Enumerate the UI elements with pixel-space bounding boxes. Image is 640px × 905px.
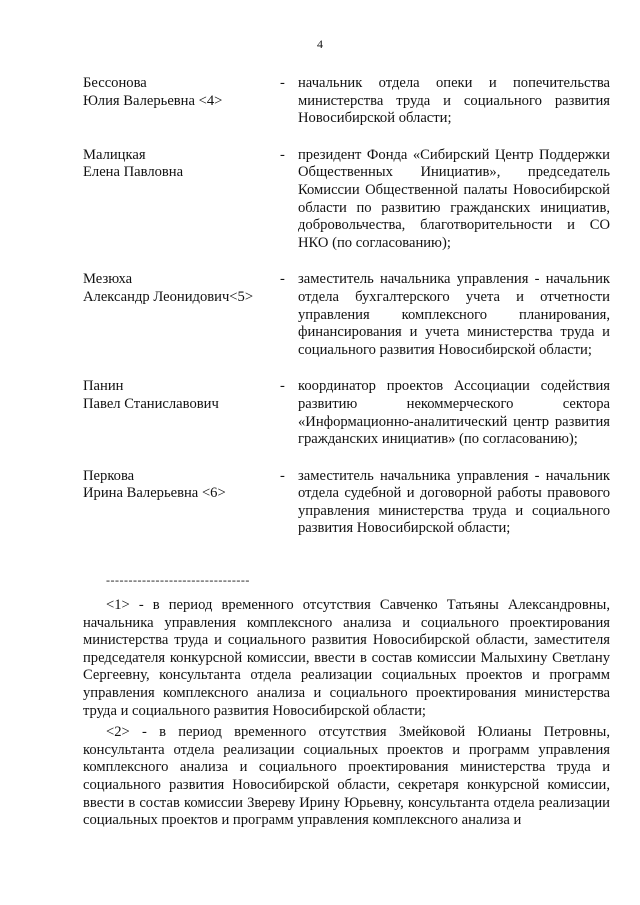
member-name: [83, 75, 280, 128]
member-entry: [83, 147, 610, 253]
member-role: начальник отдела опеки и попечительства министерства труда и социального развития Новосибирской области;: [298, 75, 610, 127]
member-role: координатор проектов Ассоциации содействия развитию некоммерческого сектора «Информационно-аналитический центр развития гражданских инициатив» (по согласованию);: [298, 378, 610, 448]
dash-separator: -: [280, 378, 285, 395]
footnotes: [83, 597, 610, 834]
dash-separator: -: [280, 75, 285, 91]
commission-member-list: [83, 75, 610, 557]
footnote-1: <1> - в период временного отсутствия Савченко Татьяны Александровны, начальника управления комплексного анализа и социального проектирования министерства труда и социального развития Новосибирской области, заместителя председателя конкурсной комиссии, ввести в состав комиссии Малыхину Светлану Сергеевну, консультанта отдела реализации социальных проектов и программ управления комплексного анализа и социального проектирования министерства труда и социального развития Новосибирской области;: [83, 597, 610, 719]
member-entry: [83, 378, 610, 448]
member-given-name: Юлия Валерьевна <4>: [83, 92, 223, 109]
member-role: заместитель начальника управления - начальник отдела судебной и договорной работы правового управления министерства труда и социального развития Новосибирской области;: [298, 467, 610, 537]
member-given-name: Павел Станиславович: [83, 395, 219, 412]
member-role: заместитель начальника управления - начальник отдела бухгалтерского учета и отчетности управления комплексного планирования, финансирования и учета министерства труда и социального развития Новосибирской области;: [298, 271, 610, 358]
dash-separator: -: [280, 467, 285, 484]
member-surname: Малицкая: [83, 146, 146, 163]
dash-separator: -: [280, 146, 285, 163]
member-surname: Мезюха: [83, 271, 133, 288]
member-entry: [83, 271, 610, 359]
dash-separator: -: [280, 271, 285, 288]
footnote-2: <2> - в период временного отсутствия Змейковой Юлианы Петровны, консультанта отдела реализации социальных проектов и программ управления комплексного анализа и социального проектирования министерства труда и социального развития Новосибирской области, секретаря конкурсной комиссии, ввести в состав комиссии Звереву Ирину Юрьевну, консультанта отдела реализации социальных проектов и программ управления комплексного анализа и: [83, 724, 610, 829]
page-number: 4: [317, 37, 323, 51]
member-surname: Перкова: [83, 467, 135, 484]
member-name: [83, 468, 280, 538]
member-entry: [83, 75, 610, 128]
member-role: президент Фонда «Сибирский Центр Поддержки Общественных Инициатив», председатель Комиссии Общественной палаты Новосибирской области по развитию гражданских инициатив, добровольчества, благотворительности и СО НКО (по согласованию);: [298, 146, 610, 251]
member-surname: Бессонова: [83, 75, 147, 91]
member-given-name: Александр Леонидович<5>: [83, 288, 254, 305]
member-name: [83, 378, 280, 448]
footnote-separator: --------------------------------: [106, 573, 250, 587]
member-entry: [83, 468, 610, 538]
member-name: [83, 271, 280, 359]
member-given-name: Елена Павловна: [83, 164, 184, 181]
member-given-name: Ирина Валерьевна <6>: [83, 485, 226, 502]
member-surname: Панин: [83, 378, 124, 395]
member-name: [83, 147, 280, 253]
